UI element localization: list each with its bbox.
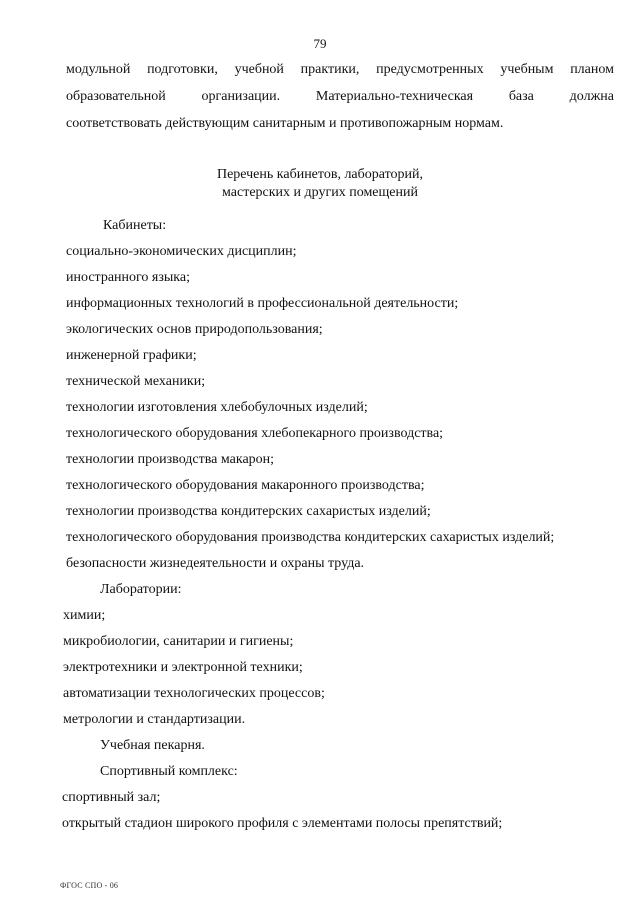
list-item: экологических основ природопользования; <box>66 322 323 337</box>
list-item: электротехники и электронной техники; <box>63 660 303 675</box>
list-item: микробиологии, санитарии и гигиены; <box>63 634 294 649</box>
intro-line-3: соответствовать действующим санитарным и противопожарным нормам. <box>66 116 504 131</box>
laboratories-title: Лаборатории: <box>100 582 182 597</box>
list-item: открытый стадион широкого профиля с элементами полосы препятствий; <box>62 816 503 831</box>
page-number: 79 <box>313 36 327 51</box>
list-item: технологического оборудования производства кондитерских сахаристых изделий; <box>66 530 555 545</box>
list-item: технологического оборудования хлебопекарного производства; <box>66 426 444 441</box>
list-item: автоматизации технологических процессов; <box>63 686 325 701</box>
bakery-line: Учебная пекарня. <box>100 738 205 753</box>
word: планом <box>570 62 614 77</box>
intro-line-2 <box>66 89 614 105</box>
word: модульной <box>66 62 131 77</box>
word: предусмотренных <box>376 62 484 77</box>
section-heading-line-1: Перечень кабинетов, лабораторий, <box>216 167 424 182</box>
list-item: социально-экономических дисциплин; <box>66 244 297 259</box>
word: образовательной <box>66 89 166 104</box>
list-item: технологического оборудования макаронного производства; <box>66 478 425 493</box>
list-item: безопасности жизнедеятельности и охраны труда. <box>66 556 365 571</box>
word: Материально-техническая <box>315 89 474 104</box>
list-item: информационных технологий в профессиональной деятельности; <box>66 296 459 311</box>
list-item: технологии изготовления хлебобулочных изделий; <box>66 400 368 415</box>
list-item: технологии производства макарон; <box>66 452 275 467</box>
word: учебной <box>234 62 284 77</box>
word: подготовки, <box>147 62 218 77</box>
list-item: химии; <box>63 608 106 623</box>
list-item: спортивный зал; <box>62 790 161 805</box>
sports-title: Спортивный комплекс: <box>100 764 238 779</box>
list-item: инженерной графики; <box>66 348 197 363</box>
intro-line-1 <box>66 62 614 78</box>
list-item: технической механики; <box>66 374 206 389</box>
cabinets-title: Кабинеты: <box>103 218 167 233</box>
word: практики, <box>300 62 360 77</box>
list-item: технологии производства кондитерских сахаристых изделий; <box>66 504 431 519</box>
list-item: иностранного языка; <box>66 270 190 285</box>
word: организации. <box>201 89 281 104</box>
word: должна <box>569 89 614 104</box>
word: база <box>508 89 534 104</box>
list-item: метрологии и стандартизации. <box>63 712 246 727</box>
word: учебным <box>500 62 554 77</box>
footer-label: ФГОС СПО - 06 <box>60 881 119 890</box>
section-heading-line-2: мастерских и других помещений <box>222 185 418 200</box>
